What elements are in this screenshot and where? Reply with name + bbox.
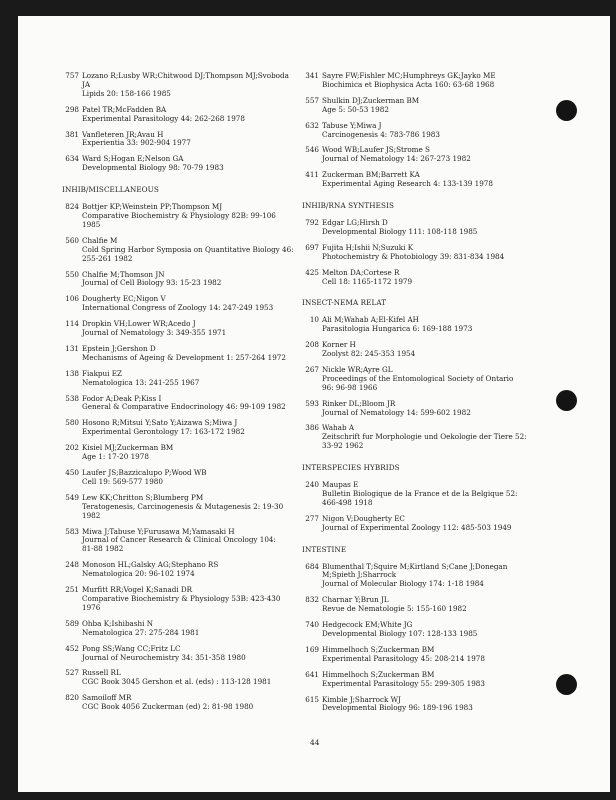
reference-entry (62, 528, 314, 555)
reference-citation: Proceedings of the Entomological Society of Ontario (322, 373, 514, 383)
reference-authors: Rinker DL;Bloom JR (322, 398, 396, 408)
reference-number: 240 (305, 480, 319, 490)
reference-number: 106 (65, 294, 79, 304)
reference-authors: Himmelhoch S;Zuckerman BM (322, 644, 435, 654)
reference-authors: Laufer JS;Bazzicalupo P;Wood WB (82, 468, 207, 477)
reference-citation: Journal of Cancer Research & Clinical Oncology 104: (82, 535, 276, 545)
reference-number: 593 (305, 398, 319, 408)
reference-authors: Charnar Y;Brun JL (322, 595, 389, 605)
reference-citation: Journal of Nematology 14: 267-273 1982 (322, 154, 471, 164)
punch-hole-middle (556, 390, 577, 411)
reference-authors: Kimble J;Sharrock WJ (322, 694, 401, 704)
reference-number: 589 (65, 618, 79, 628)
punch-hole-top (556, 100, 577, 121)
reference-entry (62, 444, 314, 462)
reference-number: 138 (65, 368, 79, 378)
reference-number: 615 (305, 694, 319, 704)
reference-number: 251 (65, 585, 79, 595)
reference-citation: Journal of Nematology 3: 349-355 1971 (82, 328, 227, 338)
reference-entry (62, 345, 314, 363)
reference-number: 208 (305, 340, 319, 350)
reference-entry (302, 563, 552, 590)
reference-number: 824 (65, 202, 79, 212)
reference-entry (302, 671, 552, 689)
reference-entry (302, 244, 552, 262)
reference-authors: Chalfie M;Thomson JN (82, 269, 165, 279)
section-heading: INHIB/MISCELLANEOUS (62, 185, 159, 195)
punch-hole-bottom (556, 674, 577, 695)
reference-entry (62, 395, 314, 413)
reference-authors: Fodor A;Deak P;Kiss I (82, 393, 162, 403)
reference-citation: Cold Spring Harbor Symposia on Quantitative Biology 46: (82, 244, 294, 254)
reference-citation: Mechanisms of Ageing & Development 1: 257-264 1972 (82, 352, 286, 362)
reference-authors: Russell RL (82, 668, 121, 678)
reference-citation: Photochemistry & Photobiology 39: 831-834 1984 (322, 251, 505, 261)
reference-authors: Fiakpui EZ (82, 368, 122, 378)
reference-citation: Journal of Cell Biology 93: 15-23 1982 (82, 278, 222, 288)
reference-number: 583 (65, 526, 79, 536)
reference-authors: Wahab A (322, 423, 355, 433)
page-number: 44 (310, 738, 320, 747)
reference-entry (302, 269, 552, 287)
reference-authors: Samoiloff MR (82, 693, 132, 703)
reference-authors: Shulkin DJ;Zuckerman BM (322, 95, 420, 105)
reference-authors: Dropkin VH;Lower WR;Acedo J (82, 319, 196, 329)
reference-authors: Pong SS;Wang CC;Fritz LC (82, 643, 181, 653)
reference-number: 386 (305, 423, 319, 433)
reference-number: 298 (65, 104, 79, 114)
reference-authors: Nigon V;Dougherty EC (322, 513, 405, 523)
reference-number: 684 (305, 561, 319, 571)
reference-number: 546 (305, 145, 319, 155)
reference-citation: Experimental Gerontology 17: 163-172 1982 (82, 427, 245, 437)
reference-citation: Developmental Biology 111: 108-118 1985 (322, 226, 478, 236)
reference-entry (62, 320, 314, 338)
reference-entry (62, 645, 314, 663)
reference-entry (302, 696, 552, 714)
reference-authors: Himmelhoch S;Zuckerman BM (322, 669, 435, 679)
reference-number: 381 (65, 129, 79, 139)
reference-entry (302, 515, 552, 533)
reference-citation: Bulletin Biologique de la France et de la Belgique 52: (322, 489, 518, 498)
reference-authors: Monoson HL;Galsky AG;Stephano RS (82, 560, 219, 570)
reference-entry (302, 97, 552, 115)
reference-citation: Experimental Aging Research 4: 133-139 1978 (322, 179, 493, 189)
reference-citation: 255-261 1982 (82, 253, 133, 263)
reference-entry (302, 596, 552, 614)
reference-number: 450 (65, 468, 79, 477)
reference-number: 550 (65, 269, 79, 279)
reference-number: 411 (305, 170, 319, 180)
reference-authors: Vanfleteren JR;Avau H (82, 129, 164, 139)
reference-entry (62, 620, 314, 638)
reference-citation: Developmental Biology 98: 70-79 1983 (82, 163, 224, 173)
reference-citation: Developmental Biology 96: 189-196 1983 (322, 703, 473, 713)
reference-number: 538 (65, 393, 79, 403)
reference-authors: Ohba K;Ishibashi N (82, 618, 154, 628)
reference-citation: 1985 (82, 219, 101, 229)
reference-authors: Tabuse Y;Miwa J (322, 120, 382, 130)
reference-number: 740 (305, 620, 319, 630)
reference-citation: JA (82, 79, 91, 89)
reference-entry (302, 646, 552, 664)
reference-citation: Experimental Parasitology 45: 208-214 1978 (322, 653, 485, 663)
reference-citation: Revue de Nematologie 5: 155-160 1982 (322, 604, 467, 614)
reference-number: 277 (305, 513, 319, 523)
reference-citation: Experientia 33: 902-904 1977 (82, 138, 191, 148)
reference-number: 757 (65, 71, 79, 80)
reference-entry (62, 203, 314, 230)
reference-authors: Wood WB;Laufer JS;Strome S (322, 145, 430, 155)
right-column (302, 72, 552, 720)
reference-authors: Fujita H;Ishii N;Suzuki K (322, 242, 414, 252)
reference-citation: 96: 96-98 1966 (322, 382, 378, 392)
reference-entry (62, 237, 314, 264)
reference-citation: CGC Book 3045 Gershon et al. (eds) : 113-128 1981 (82, 677, 272, 687)
reference-entry (62, 586, 314, 613)
reference-citation: Experimental Parasitology 44: 262-268 1978 (82, 113, 245, 123)
reference-citation: Journal of Nematology 14: 599-602 1982 (322, 407, 471, 417)
reference-entry (62, 469, 314, 487)
reference-citation: Cell 18: 1165-1172 1979 (322, 276, 413, 286)
reference-citation: Journal of Experimental Zoology 112: 485-503 1949 (322, 522, 512, 532)
section-heading: INSECT-NEMA RELAT (302, 298, 387, 308)
reference-entry (302, 72, 552, 90)
reference-number: 557 (305, 95, 319, 105)
reference-citation: Nematologica 13: 241-255 1967 (82, 377, 200, 387)
reference-entry (302, 400, 552, 418)
reference-entry (302, 424, 552, 451)
reference-authors: Korner H (322, 340, 356, 350)
reference-entry (302, 341, 552, 359)
reference-citation: General & Comparative Endocrinology 46: 99-109 1982 (82, 402, 286, 412)
reference-entry (62, 370, 314, 388)
reference-number: 641 (305, 669, 319, 679)
reference-authors: Nickle WR;Ayre GL (322, 364, 393, 374)
reference-citation: Carcinogenesis 4: 783-786 1983 (322, 129, 440, 139)
reference-entry (62, 106, 314, 124)
reference-citation: 1982 (82, 510, 101, 520)
document-page (18, 16, 610, 792)
reference-number: 697 (305, 242, 319, 252)
reference-authors: Miwa J;Tabuse Y;Furusawa M;Yamasaki H (82, 526, 235, 536)
reference-entry (302, 219, 552, 237)
reference-citation: Nematologica 20: 96-102 1974 (82, 569, 195, 579)
reference-authors: Sayre FW;Fishler MC;Humphreys GK;Jayko ME (322, 71, 496, 80)
reference-entry (302, 316, 552, 334)
reference-entry (302, 366, 552, 393)
section-heading: INTERSPECIES HYBRIDS (302, 463, 400, 473)
reference-entry (302, 122, 552, 140)
reference-authors: Zuckerman BM;Barrett KA (322, 170, 420, 180)
reference-number: 425 (305, 267, 319, 277)
reference-entry (62, 295, 314, 313)
reference-entry (62, 669, 314, 687)
reference-entry (62, 694, 314, 712)
left-column (62, 72, 314, 719)
reference-citation: Age 1: 17-20 1978 (82, 452, 149, 462)
reference-authors: Lew KK;Chritton S;Blumberg PM (82, 492, 204, 502)
reference-authors: Murfitt RR;Vogel K;Sanadi DR (82, 585, 193, 595)
reference-number: 560 (65, 235, 79, 245)
reference-citation: 466-498 1918 (322, 497, 373, 507)
reference-number: 632 (305, 120, 319, 130)
reference-entry (302, 171, 552, 189)
reference-number: 341 (305, 71, 319, 80)
reference-entry (62, 419, 314, 437)
reference-entry (302, 481, 552, 508)
reference-citation: Nematologica 27: 275-284 1981 (82, 627, 200, 637)
reference-entry (62, 494, 314, 521)
reference-citation: 81-88 1982 (82, 544, 124, 554)
reference-citation: Cell 19: 569-577 1980 (82, 476, 163, 486)
reference-number: 820 (65, 693, 79, 703)
reference-citation: International Congress of Zoology 14: 247-249 1953 (82, 303, 274, 313)
reference-citation: Comparative Biochemistry & Physiology 53B: 423-430 (82, 593, 281, 603)
reference-authors: Chalfie M (82, 235, 118, 245)
section-heading: INHIB/RNA SYNTHESIS (302, 201, 394, 211)
reference-citation: CGC Book 4056 Zuckerman (ed) 2: 81-98 1980 (82, 702, 254, 712)
reference-citation: M;Spieth J;Sharrock (322, 570, 397, 580)
reference-number: 792 (305, 217, 319, 227)
reference-number: 248 (65, 560, 79, 570)
reference-citation: Journal of Molecular Biology 174: 1-18 1984 (322, 579, 484, 589)
reference-authors: Melton DA;Cortese R (322, 267, 400, 277)
reference-citation: Journal of Neurochemistry 34: 351-358 1980 (82, 652, 246, 662)
reference-citation: 33-92 1962 (322, 441, 364, 451)
reference-number: 202 (65, 443, 79, 453)
reference-authors: Ward S;Hogan E;Nelson GA (82, 154, 184, 164)
reference-authors: Epstein J;Gershon D (82, 343, 156, 353)
reference-number: 527 (65, 668, 79, 678)
reference-authors: Edgar LG;Hirsh D (322, 217, 388, 227)
reference-number: 131 (65, 343, 79, 353)
reference-number: 10 (309, 315, 319, 325)
reference-citation: 1976 (82, 602, 101, 612)
reference-authors: Maupas E (322, 480, 359, 490)
reference-number: 549 (65, 492, 79, 502)
reference-number: 634 (65, 154, 79, 164)
reference-citation: Age 5: 50-53 1982 (322, 104, 389, 114)
reference-citation: Teratogenesis, Carcinogenesis & Mutagenesis 2: 19-30 (82, 501, 284, 511)
reference-number: 114 (65, 319, 79, 329)
reference-authors: Hedgecock EM;White JG (322, 620, 413, 630)
reference-citation: Comparative Biochemistry & Physiology 82B: 99-106 (82, 210, 276, 220)
reference-authors: Blumenthal T;Squire M;Kirtland S;Cane J;Donegan (322, 561, 508, 571)
reference-entry (62, 155, 314, 173)
reference-entry (62, 561, 314, 579)
reference-citation: Parasitologia Hungarica 6: 169-188 1973 (322, 324, 473, 334)
reference-citation: Experimental Parasitology 55: 299-305 1983 (322, 678, 485, 688)
reference-authors: Ali M;Wahab A;El-Kifel AH (322, 315, 419, 325)
reference-citation: Lipids 20: 158-166 1985 (82, 88, 171, 98)
reference-citation: Zeitschrift fur Morphologie und Oekologie der Tiere 52: (322, 432, 527, 442)
reference-authors: Patel TR;McFadden BA (82, 104, 167, 114)
section-heading: INTESTINE (302, 544, 347, 554)
reference-entry (302, 621, 552, 639)
reference-citation: Zoolyst 82: 245-353 1954 (322, 349, 416, 359)
reference-authors: Bottjer KP;Weinstein PP;Thompson MJ (82, 202, 223, 212)
reference-authors: Lozano R;Lusby WR;Chitwood DJ;Thompson MJ;Svoboda (82, 71, 289, 80)
reference-citation: Developmental Biology 107: 128-133 1985 (322, 628, 478, 638)
reference-entry (62, 271, 314, 289)
reference-entry (302, 146, 552, 164)
reference-number: 169 (305, 644, 319, 654)
reference-number: 832 (305, 595, 319, 605)
reference-number: 267 (305, 364, 319, 374)
reference-authors: Hosono R;Mitsui Y;Sato Y;Aizawa S;Miwa J (82, 418, 238, 428)
reference-entry (62, 72, 314, 99)
reference-number: 452 (65, 643, 79, 653)
reference-entry (62, 131, 314, 149)
reference-authors: Dougherty EC;Nigon V (82, 294, 166, 304)
reference-authors: Kisiel MJ;Zuckerman BM (82, 443, 174, 453)
reference-number: 580 (65, 418, 79, 428)
reference-citation: Biochimica et Biophysica Acta 160: 63-68 1968 (322, 79, 495, 89)
